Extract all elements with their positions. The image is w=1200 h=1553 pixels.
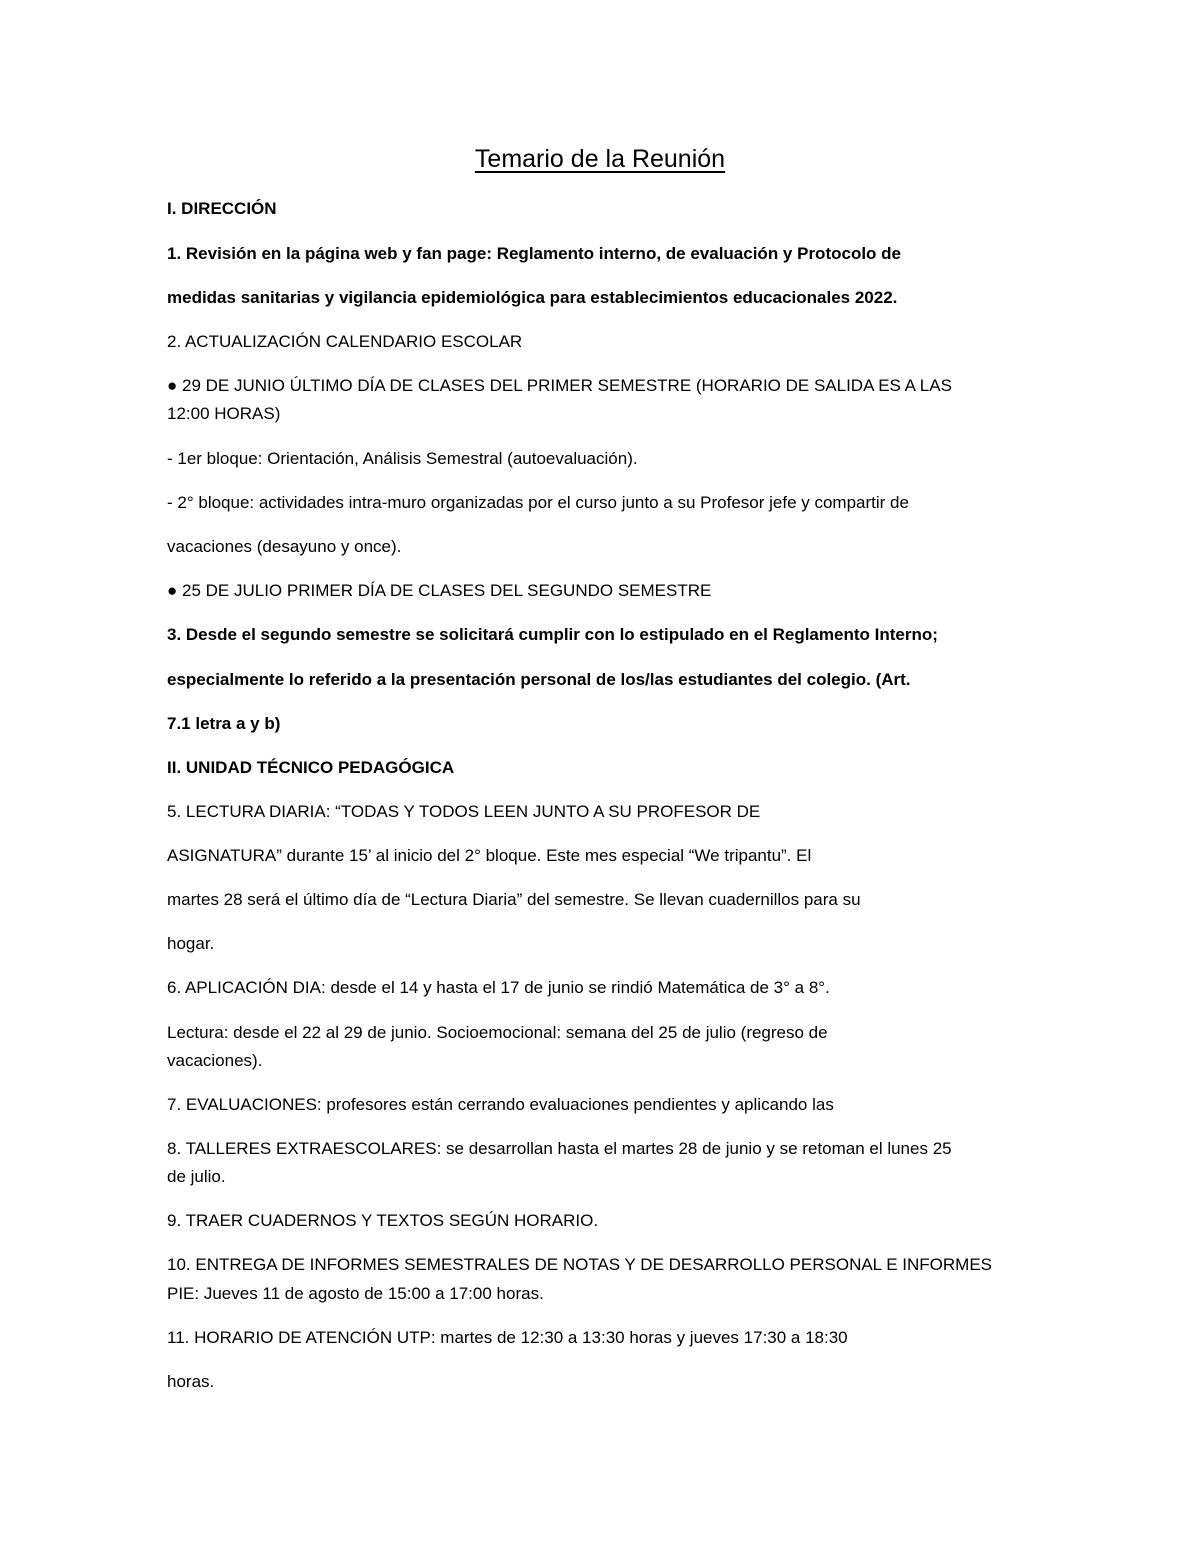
bullet-item: ● 25 DE JULIO PRIMER DÍA DE CLASES DEL SEGUNDO SEMESTRE: [167, 581, 712, 600]
list-item-continuation: martes 28 será el último día de “Lectura Diaria” del semestre. Se llevan cuadernillos para su: [167, 890, 861, 909]
list-item-continuation: medidas sanitarias y vigilancia epidemiológica para establecimientos educacionales 2022.: [167, 288, 898, 307]
list-item: 10. ENTREGA DE INFORMES SEMESTRALES DE NOTAS Y DE DESARROLLO PERSONAL E INFORMES: [167, 1255, 993, 1274]
section-heading-utp: II. UNIDAD TÉCNICO PEDAGÓGICA: [167, 758, 455, 777]
list-item: 3. Desde el segundo semestre se solicitará cumplir con lo estipulado en el Reglamento Interno;: [167, 625, 938, 644]
list-item-continuation: 7.1 letra a y b): [167, 714, 281, 733]
section-heading-direccion: I. DIRECCIÓN: [167, 199, 277, 218]
list-item-continuation: hogar.: [167, 934, 215, 953]
list-item-continuation: vacaciones).: [167, 1051, 263, 1070]
list-item-continuation: ASIGNATURA” durante 15’ al inicio del 2° bloque. Este mes especial “We tripantu”. El: [167, 846, 812, 865]
sub-item: - 1er bloque: Orientación, Análisis Semestral (autoevaluación).: [167, 449, 638, 468]
list-item-continuation: de julio.: [167, 1167, 226, 1186]
list-item: 2. ACTUALIZACIÓN CALENDARIO ESCOLAR: [167, 332, 523, 351]
list-item: 9. TRAER CUADERNOS Y TEXTOS SEGÚN HORARIO.: [167, 1211, 599, 1230]
list-item: 5. LECTURA DIARIA: “TODAS Y TODOS LEEN JUNTO A SU PROFESOR DE: [167, 802, 761, 821]
list-item-continuation: horas.: [167, 1372, 215, 1391]
list-item-continuation: Lectura: desde el 22 al 29 de junio. Socioemocional: semana del 25 de julio (regreso de: [167, 1023, 828, 1042]
list-item: 7. EVALUACIONES: profesores están cerrando evaluaciones pendientes y aplicando las: [167, 1095, 834, 1114]
list-item: 8. TALLERES EXTRAESCOLARES: se desarrollan hasta el martes 28 de junio y se retoman el lunes 25: [167, 1139, 952, 1158]
bullet-item: ● 29 DE JUNIO ÚLTIMO DÍA DE CLASES DEL PRIMER SEMESTRE (HORARIO DE SALIDA ES A LAS: [167, 376, 952, 395]
sub-item-continuation: vacaciones (desayuno y once).: [167, 537, 402, 556]
list-item-continuation: especialmente lo referido a la presentación personal de los/las estudiantes del colegio. (Art.: [167, 670, 911, 689]
sub-item: - 2° bloque: actividades intra-muro organizadas por el curso junto a su Profesor jefe y compartir de: [167, 493, 909, 512]
page-title-text: Temario de la Reunión: [474, 145, 726, 173]
bullet-item-continuation: 12:00 HORAS): [167, 404, 281, 423]
list-item: 1. Revisión en la página web y fan page: Reglamento interno, de evaluación y Protocolo de: [167, 244, 901, 263]
list-item: 6. APLICACIÓN DIA: desde el 14 y hasta el 17 de junio se rindió Matemática de 3° a 8°.: [167, 978, 830, 997]
page-title: [0, 142, 1200, 176]
list-item-continuation: PIE: Jueves 11 de agosto de 15:00 a 17:00 horas.: [167, 1284, 544, 1303]
list-item: 11. HORARIO DE ATENCIÓN UTP: martes de 12:30 a 13:30 horas y jueves 17:30 a 18:30: [167, 1328, 848, 1347]
